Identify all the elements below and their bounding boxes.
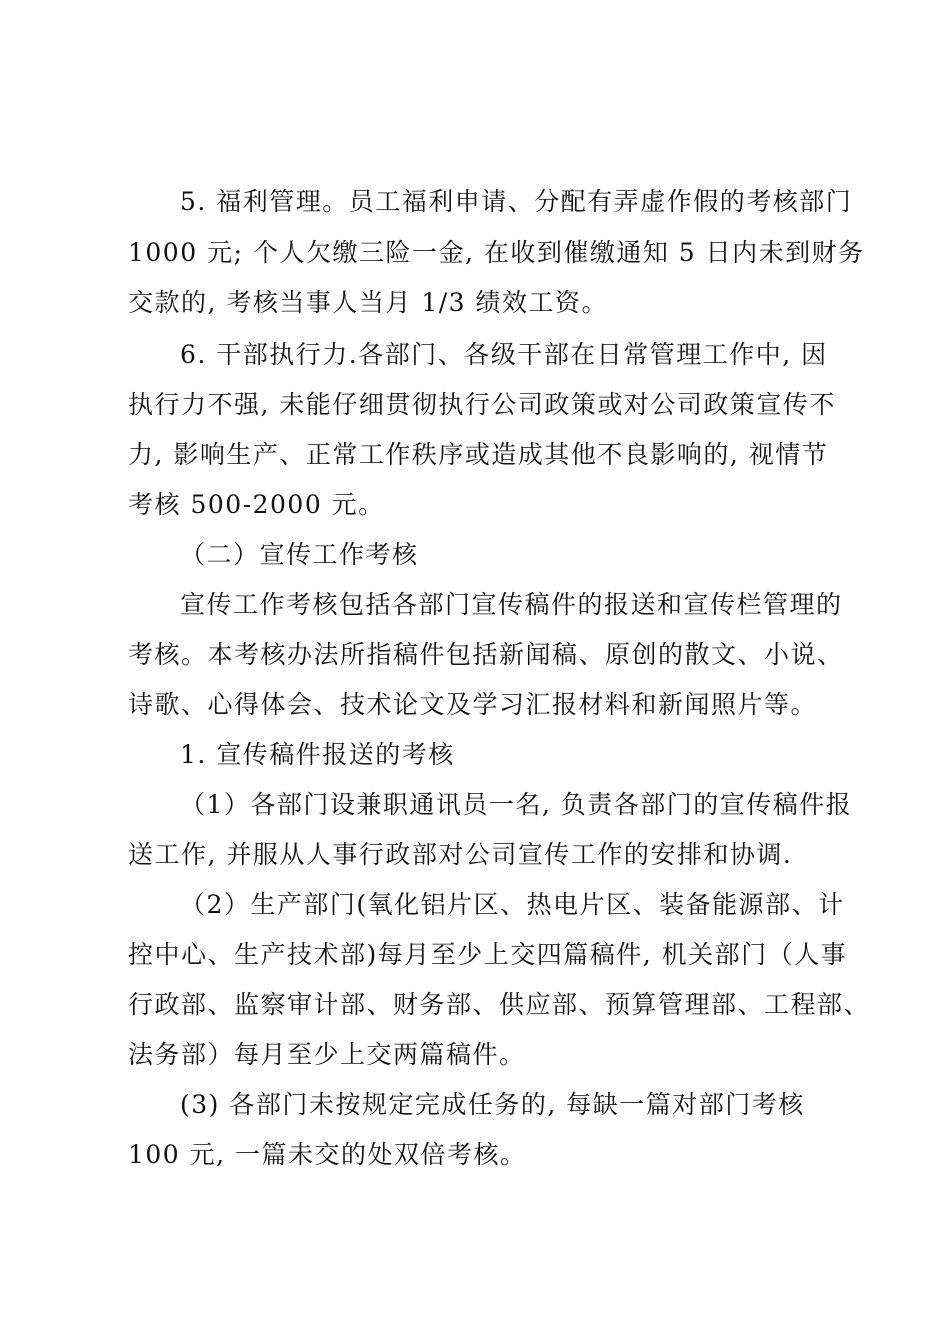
item-3-line-2: 100 元, 一篇未交的处双倍考核。 [128, 1140, 527, 1169]
publicity-intro-line-1: 宣传工作考核包括各部门宣传稿件的报送和宣传栏管理的 [180, 590, 843, 619]
publicity-intro-line-2: 考核。本考核办法所指稿件包括新闻稿、原创的散文、小说、 [128, 640, 844, 669]
item-2-line-3: 行政部、监察审计部、财务部、供应部、预算管理部、工程部、 [128, 990, 871, 1019]
item-2-line-4: 法务部）每月至少上交两篇稿件。 [128, 1040, 526, 1069]
paragraph-5-welfare-line-1: 5. 福利管理。员工福利申请、分配有弄虚作假的考核部门 [180, 187, 853, 216]
paragraph-5-welfare-line-2: 1000 元; 个人欠缴三险一金, 在收到催缴通知 5 日内未到财务 [128, 238, 865, 267]
paragraph-6-execution-line-3: 力, 影响生产、正常工作秩序或造成其他不良影响的, 视情节 [128, 440, 829, 469]
item-1-line-1: （1）各部门设兼职通讯员一名, 负责各部门的宣传稿件报 [180, 790, 853, 819]
paragraph-6-execution-line-1: 6. 干部执行力.各部门、各级干部在日常管理工作中, 因 [180, 340, 828, 369]
subheading-manuscript-submission: 1. 宣传稿件报送的考核 [180, 740, 455, 769]
publicity-intro-line-3: 诗歌、心得体会、技术论文及学习汇报材料和新闻照片等。 [128, 690, 818, 719]
item-3-line-1: (3) 各部门未按规定完成任务的, 每缺一篇对部门考核 [180, 1090, 805, 1119]
paragraph-6-execution-line-2: 执行力不强, 未能仔细贯彻执行公司政策或对公司政策宣传不 [128, 390, 836, 419]
section-heading-publicity: （二）宣传工作考核 [180, 540, 419, 569]
paragraph-5-welfare-line-3: 交款的, 考核当事人当月 1/3 绩效工资。 [128, 288, 609, 317]
item-2-line-1: （2）生产部门(氧化铝片区、热电片区、装备能源部、计 [180, 890, 845, 919]
paragraph-6-execution-line-4: 考核 500-2000 元。 [128, 490, 385, 519]
item-2-line-2: 控中心、生产技术部)每月至少上交四篇稿件, 机关部门（人事 [128, 940, 848, 969]
item-1-line-2: 送工作, 并服从人事行政部对公司宣传工作的安排和协调. [128, 840, 793, 869]
